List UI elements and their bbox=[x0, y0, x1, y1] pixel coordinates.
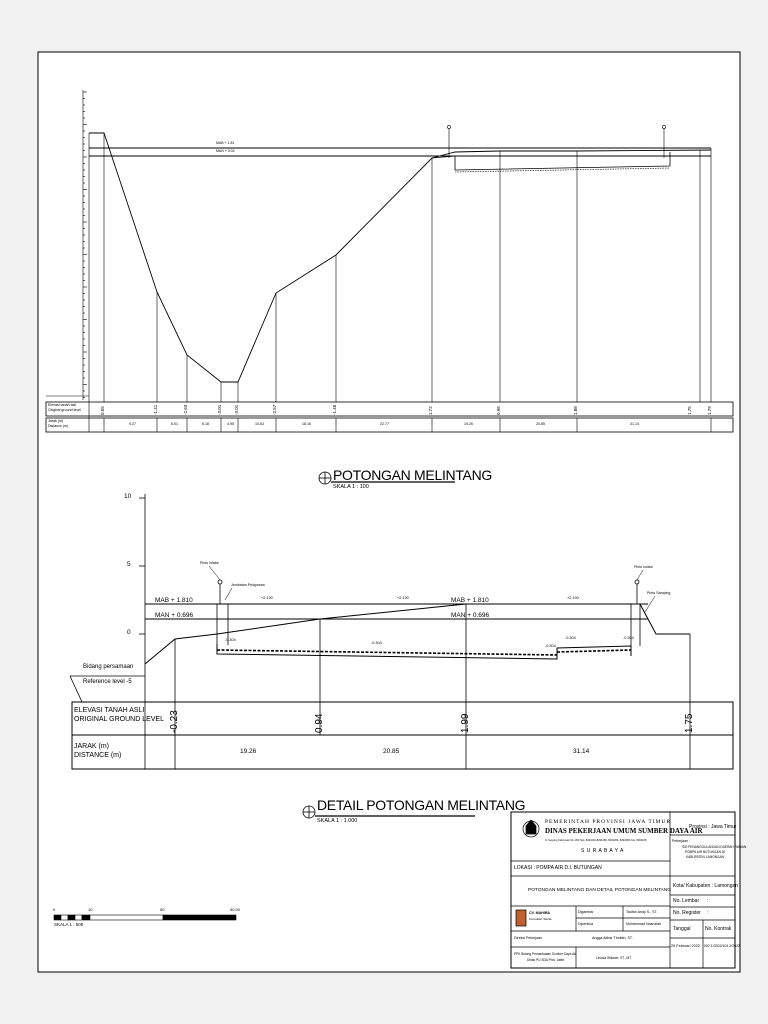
elevation-value: 0.96 bbox=[496, 406, 501, 415]
section-b-scale: SKALA 1 : 1.000 bbox=[317, 818, 358, 824]
note-top-2: +2.190 bbox=[397, 596, 409, 600]
distance-value: 20.85 bbox=[383, 748, 400, 755]
gov-city: S U R A B A Y A bbox=[581, 848, 624, 854]
elevation-value: 1.79 bbox=[707, 406, 712, 415]
section-a-row-label-1: Elevasi tanah asli bbox=[48, 403, 76, 407]
row-label-elevation: ELEVASI TANAH ASLI bbox=[74, 707, 145, 714]
kontrak-label: No. Kontrak bbox=[705, 926, 732, 932]
ppk-line-2: Dinas PU SDA Prov. Jatim bbox=[527, 958, 565, 962]
elevation-value: 1.75 bbox=[684, 713, 695, 733]
no-register-colon: : bbox=[707, 910, 709, 916]
reference-label-1: Bidang persamaan bbox=[83, 664, 134, 670]
distance-value: 31.14 bbox=[630, 422, 639, 426]
reference-label-2: Reference level -5 bbox=[83, 679, 132, 685]
note-pintu-kanan: Pintu Inlake bbox=[634, 565, 653, 569]
provinsi: Provinsi : Jawa Timur bbox=[689, 824, 737, 830]
pekerjaan-label: Pekerjaan : bbox=[672, 839, 691, 843]
note-pintu-samping: Pintu Samping bbox=[647, 591, 671, 595]
diperiksa-label: Diperiksa bbox=[578, 922, 593, 926]
row-label-jarak: JARAK (m) bbox=[74, 743, 109, 750]
no-lembar: No. Lembar bbox=[673, 898, 700, 904]
drawing-title: POTONGAN MELINTANG DAN DETAIL POTONGAN MELINTANG bbox=[528, 888, 672, 893]
elevation-value: -0.23 bbox=[169, 710, 180, 733]
row-label-original: ORIGINAL GROUND LEVEL bbox=[74, 716, 164, 723]
kota-kabupaten: Kota/ Kabupaten : Lamongan bbox=[673, 883, 739, 889]
scale-tick-50: 50 bbox=[160, 907, 165, 912]
note-jembatan: Jembatan Pelayanan bbox=[231, 583, 265, 587]
ppk-line-1: PPK Bidang Pemanfaatan Sumber Daya Air bbox=[514, 952, 577, 956]
y-tick-5: 5 bbox=[127, 561, 131, 568]
distance-value: 10.63 bbox=[255, 422, 264, 426]
distance-value: 19.26 bbox=[240, 748, 257, 755]
gov-address: Jl. Gayung Kebonsari No 169 Telp. 8294164-8294180, 8294264, 8294265 Fax. 8294168 bbox=[545, 839, 647, 842]
no-lembar-colon: : bbox=[707, 898, 709, 904]
section-b-title: DETAIL POTONGAN MELINTANG bbox=[317, 797, 526, 813]
note-bot-4: -0.304 bbox=[565, 636, 576, 640]
elevation-value: -3.01 bbox=[234, 404, 239, 415]
elevation-value: -1.48 bbox=[332, 404, 337, 415]
elevation-value: -2.63 bbox=[183, 404, 188, 415]
distance-value: 6.01 bbox=[171, 422, 178, 426]
scale-bar bbox=[54, 915, 236, 920]
elevation-value: 1.99 bbox=[460, 713, 471, 733]
distance-value: 16.16 bbox=[302, 422, 311, 426]
distance-value: 19.26 bbox=[464, 422, 473, 426]
scale-tick-0: 0 bbox=[53, 907, 56, 912]
man-label: MAN + 0.696 bbox=[155, 612, 194, 619]
digambar-label: Digambar bbox=[578, 910, 594, 914]
section-a-row-label-3: Jarak (m) bbox=[48, 419, 64, 423]
scale-tick-end: 50.00 bbox=[230, 907, 241, 912]
note-bot-3: -0.304 bbox=[545, 644, 556, 648]
diperiksa-value: Muhammad Nasrullah bbox=[626, 922, 662, 926]
scale-tick-10: 10 bbox=[88, 907, 93, 912]
kontrak-value: 002.1/3302/104.2/2022 bbox=[704, 944, 741, 948]
pekerjaan-3: KABUPATEN LAMONGAN bbox=[686, 855, 724, 859]
man-level-label: MAN + 0.04 bbox=[216, 149, 235, 153]
pekerjaan-1: SID PENANGGULANGAN DAERAH RAWAN bbox=[682, 845, 747, 849]
elevation-value: 1.75 bbox=[687, 406, 692, 415]
elevation-value: -1.41 bbox=[153, 404, 158, 415]
distance-value: 6.18 bbox=[202, 422, 209, 426]
mab-level-label: MAB + 1.81 bbox=[216, 141, 235, 145]
consultant-name: CV. MAHIRA bbox=[529, 911, 551, 915]
distance-value: 9.27 bbox=[129, 422, 136, 426]
gov-line-1: PEMERINTAH PROVINSI JAWA TIMUR bbox=[545, 819, 672, 825]
note-bot-5: -0.304 bbox=[623, 636, 634, 640]
elevation-value: -2.57 bbox=[272, 404, 277, 415]
elevation-value: 1.72 bbox=[428, 406, 433, 415]
scale-bar-label: SKALA 1 : 500 bbox=[54, 922, 84, 927]
distance-value: 31.14 bbox=[573, 748, 590, 755]
y-tick-10: 10 bbox=[124, 493, 132, 500]
ppk-name: Linusia Wilianer, ST., MT. bbox=[596, 956, 632, 960]
gov-line-2: DINAS PEKERJAAN UMUM SUMBER DAYA AIR bbox=[545, 827, 703, 835]
elevation-value: -3.01 bbox=[217, 404, 222, 415]
distance-value: 20.85 bbox=[536, 422, 545, 426]
direksi-value: Angga Akbar Thoifah, ST. bbox=[592, 936, 633, 940]
note-pintu-kiri: Pintu Inlake bbox=[200, 561, 219, 565]
pekerjaan-2: POMPA AIR BUTUNGAN DI bbox=[685, 850, 725, 854]
tanggal-label: Tanggal bbox=[673, 926, 691, 932]
man-right-label: MAN + 0.696 bbox=[451, 612, 490, 619]
distance-value: 22.77 bbox=[380, 422, 389, 426]
section-a-title: POTONGAN MELINTANG bbox=[333, 467, 492, 483]
distance-value: 4.95 bbox=[227, 422, 234, 426]
no-register: No. Register bbox=[673, 910, 701, 916]
lokasi: LOKASI : POMPA AIR D.I. BUTUNGAN bbox=[514, 865, 602, 871]
note-bot-2: -0.304 bbox=[371, 641, 382, 645]
digambar-value: Taufan Andy S., ST. bbox=[626, 910, 658, 914]
consultant-sub: Konsultan Teknik bbox=[529, 917, 552, 921]
mab-label: MAB + 1.810 bbox=[155, 597, 193, 604]
elevation-value: 1.88 bbox=[573, 406, 578, 415]
note-top-3: +2.190 bbox=[567, 596, 579, 600]
tanggal-value: 25 Februari 2022 bbox=[671, 944, 700, 948]
elevation-value: 0.55 bbox=[100, 406, 105, 415]
direksi-label: Direksi Pekerjaan bbox=[514, 936, 543, 940]
row-label-distance: DISTANCE (m) bbox=[74, 752, 122, 759]
mab-right-label: MAB + 1.810 bbox=[451, 597, 489, 604]
note-top-1: +2.190 bbox=[261, 596, 273, 600]
section-a-scale: SKALA 1 : 100 bbox=[333, 484, 369, 490]
y-tick-0: 0 bbox=[127, 629, 131, 636]
section-a-row-label-2: Original ground level bbox=[48, 408, 81, 412]
section-a-row-label-4: Distance (m) bbox=[48, 424, 69, 428]
elevation-value: 0.94 bbox=[314, 713, 325, 733]
note-bot-1: -0.304 bbox=[225, 638, 236, 642]
